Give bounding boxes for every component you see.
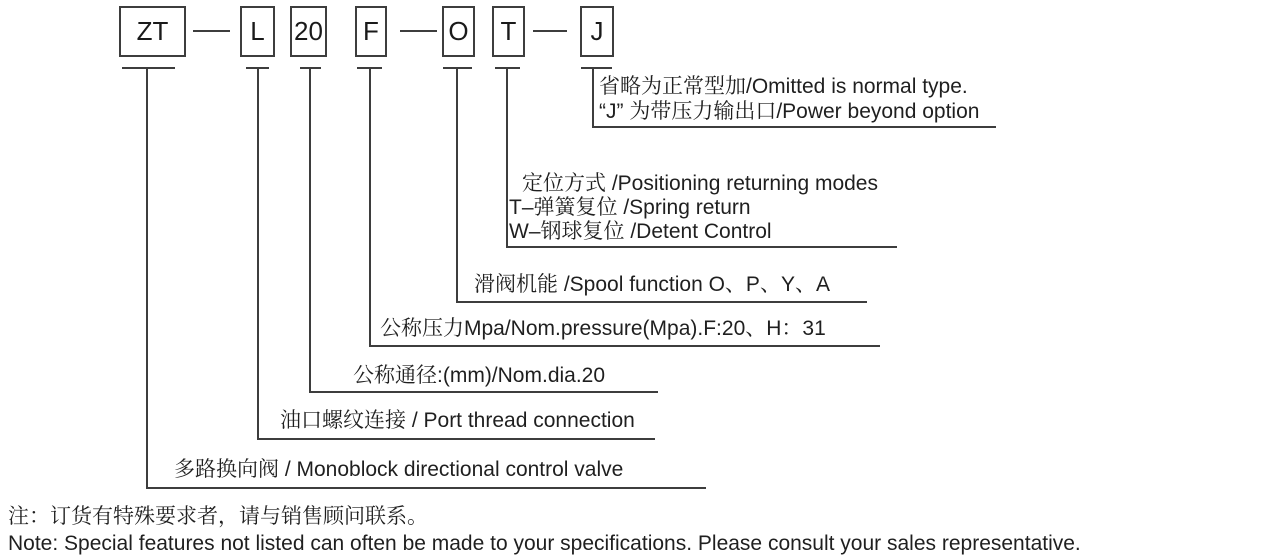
label-power-beyond	[599, 74, 979, 124]
code-box-j: J	[580, 6, 614, 57]
label-valve-line1: 多路换向阀 / Monoblock directional control valve	[174, 458, 624, 481]
label-spool	[474, 273, 830, 297]
label-power-beyond-line2: “J” 为带压力输出口/Power beyond option	[599, 100, 980, 123]
underline-positioning	[506, 246, 897, 248]
label-pressure-line1: 公称压力Mpa/Nom.pressure(Mpa).F:20、H：31	[380, 317, 826, 340]
code-box-f: F	[355, 6, 387, 57]
underline-power-beyond	[592, 126, 996, 128]
code-box-o: O	[442, 6, 475, 57]
leader-t	[506, 67, 508, 248]
leader-l	[257, 67, 259, 440]
tbar-zt	[122, 67, 175, 69]
label-positioning-line2: T–弹簧复位 /Spring return	[509, 196, 751, 219]
label-port	[280, 409, 635, 433]
dash-zt-l	[193, 30, 230, 32]
label-diameter-line1: 公称通径:(mm)/Nom.dia.20	[353, 364, 606, 387]
dash-t-j	[533, 30, 567, 32]
leader-f	[369, 67, 371, 347]
label-spool-line1: 滑阀机能 /Spool function O、P、Y、A	[474, 273, 830, 296]
underline-valve	[146, 487, 706, 489]
label-positioning-line3: W–钢球复位 /Detent Control	[509, 220, 772, 243]
underline-pressure	[369, 345, 880, 347]
note-en: Note: Special features not listed can often be made to your specifications. Please consult your sales representative.	[8, 532, 1081, 555]
tbar-j	[581, 67, 612, 69]
label-pressure	[380, 317, 826, 341]
label-valve	[174, 458, 623, 482]
note-zh: 注：订货有特殊要求者，请与销售顾问联系。	[8, 505, 428, 528]
underline-spool	[456, 301, 867, 303]
underline-diameter	[309, 391, 658, 393]
leader-zt	[146, 67, 148, 489]
label-port-line1: 油口螺纹连接 / Port thread connection	[280, 409, 635, 432]
note-block	[8, 503, 1081, 557]
code-box-zt: ZT	[119, 6, 186, 57]
label-diameter	[353, 364, 605, 388]
label-positioning	[509, 172, 878, 244]
label-positioning-line1: 定位方式 /Positioning returning modes	[522, 172, 878, 195]
leader-o	[456, 67, 458, 303]
code-box-l: L	[240, 6, 275, 57]
code-box-t: T	[492, 6, 525, 57]
leader-20	[309, 67, 311, 393]
leader-j	[592, 67, 594, 128]
dash-f-o	[400, 30, 437, 32]
label-power-beyond-line1: 省略为正常型加/Omitted is normal type.	[599, 75, 968, 98]
code-box-20: 20	[290, 6, 327, 57]
underline-port	[257, 438, 655, 440]
